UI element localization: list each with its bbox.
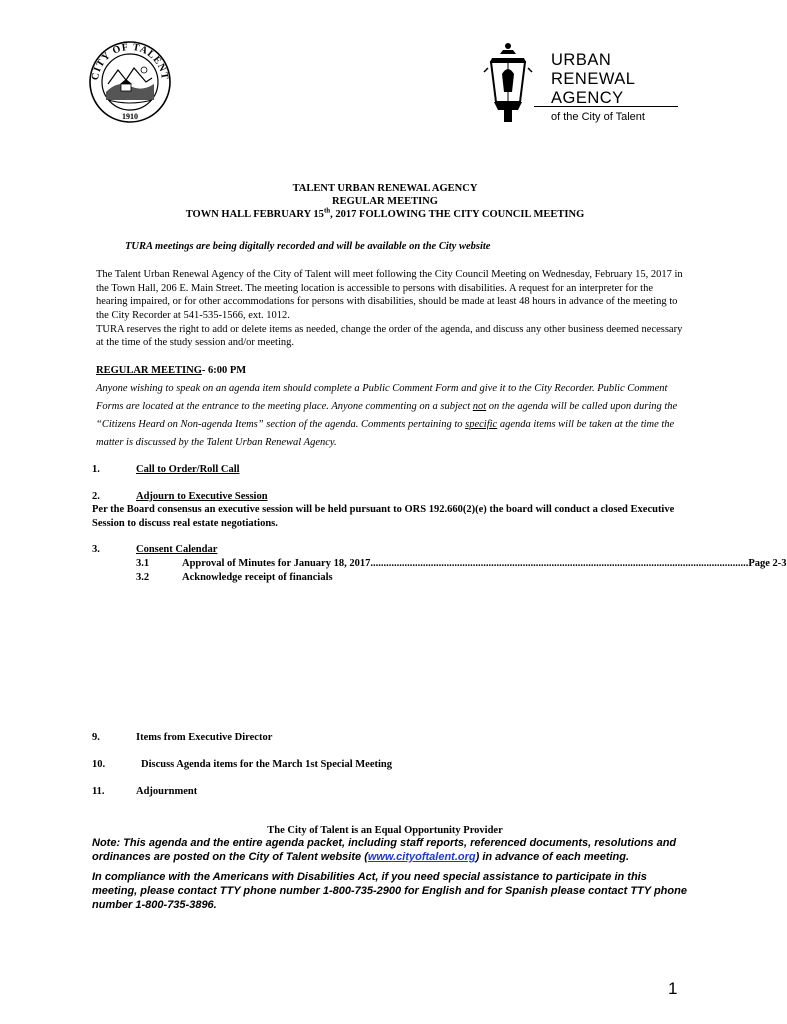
ada-compliance-note: In compliance with the Americans with Disabilities Act, if you need special assistance to participate in this meeting, please contact TTY phone number 1-800-735-2900 for English and for Spanish please contact TTY phone number 1-800-735-3896. [92, 871, 687, 911]
date-ordinal-suffix: th [323, 206, 331, 215]
agenda-item-9-title: Items from Executive Director [136, 732, 273, 743]
public-comment-note-specific: specific [465, 419, 498, 430]
agenda-item-10-title: Discuss Agenda items for the March 1st Special Meeting [141, 759, 393, 770]
website-note-part1: Note: This agenda and the entire agenda packet, including staff reports, referenced documents, resolutions and ordinances are posted on the City of Talent website ( [92, 837, 677, 863]
meeting-location-date [0, 208, 770, 222]
logo-subtitle: of the City of Talent [551, 111, 645, 123]
meeting-type: REGULAR MEETING [332, 196, 438, 207]
website-note [92, 836, 692, 864]
agenda-item-2-title: Adjourn to Executive Session [136, 491, 268, 502]
regular-meeting-heading [96, 364, 246, 378]
public-comment-note-part1: Anyone wishing to speak on an agenda item should complete a Public Comment Form and give it to the City Recorder. Public Comment Forms are located at the entrance to the meeting place. Anyone commenting on a subject [96, 383, 668, 412]
agenda-item-3-number: 3. [92, 544, 100, 555]
page-number: 1 [668, 979, 678, 998]
agenda-item-10-number: 10. [92, 759, 106, 770]
executive-session-note: Per the Board consensus an executive session will be held pursuant to ORS 192.660(2)(e) the board will conduct a closed Executive Session to discuss real estate negotiations. [92, 504, 675, 529]
intro-paragraph-1: The Talent Urban Renewal Agency of the City of Talent will meet following the City Council Meeting on Wednesday, February 15, 2017 in the Town Hall, 206 E. Main Street. The meeting location is accessible to persons with disabilities. A request for an interpreter for the hearing impaired, or for other accommodations for persons with disabilities, should be made at least 48 hours in advance of the meeting to the City Recorder at 541-535-1566, ext. 1012. [96, 269, 683, 321]
website-note-part2: ) in advance of each meeting. [475, 851, 630, 863]
agenda-item-3-1-page: Page 2-3 [748, 558, 787, 569]
seal-top-text: CITY OF TALENT [89, 41, 171, 82]
agenda-item-3-2-number: 3.2 [136, 572, 150, 583]
logo-line-renewal: RENEWAL [551, 70, 636, 88]
recording-notice: TURA meetings are being digitally recorded and will be available on the City website [125, 241, 491, 252]
logo-line-urban: URBAN [551, 51, 612, 69]
agenda-item-3-1-row [182, 557, 787, 571]
meeting-location-date-part2: , 2017 FOLLOWING THE CITY COUNCIL MEETING [330, 209, 585, 220]
regular-meeting-time: - 6:00 PM [201, 365, 247, 376]
leader-dots: ................................................................................................................................................ [370, 558, 749, 569]
agenda-item-11-number: 11. [92, 786, 105, 797]
agenda-item-11-title: Adjournment [136, 786, 198, 797]
logo-line-agency: AGENCY [551, 89, 624, 107]
equal-opportunity-statement: The City of Talent is an Equal Opportunity Provider [267, 825, 503, 836]
document-title: TALENT URBAN RENEWAL AGENCY [292, 183, 478, 194]
city-website-link[interactable]: www.cityoftalent.org [367, 851, 476, 863]
regular-meeting-label: REGULAR MEETING [96, 365, 202, 376]
agenda-item-9-number: 9. [92, 732, 100, 743]
agenda-item-3-1-number: 3.1 [136, 558, 150, 569]
street-lamp-icon [482, 42, 534, 124]
agenda-item-3-title: Consent Calendar [136, 544, 218, 555]
agenda-item-2-number: 2. [92, 491, 100, 502]
intro-text [96, 268, 684, 350]
intro-paragraph-2: TURA reserves the right to add or delete items as needed, change the order of the agenda, and discuss any other business deemed necessary at the time of the study session and/or meeting. [96, 323, 683, 349]
agenda-item-3-2-title: Acknowledge receipt of financials [182, 572, 333, 583]
city-seal-icon [88, 40, 172, 124]
public-comment-note-part2: on the agenda will be called upon during the “Citizens Heard on Non-agenda Items” section of the agenda. Comments pertaining to [96, 401, 678, 430]
logo-divider [534, 106, 678, 107]
svg-text:CITY OF TALENT [90, 42, 170, 81]
agenda-item-1-title: Call to Order/Roll Call [136, 464, 240, 475]
agenda-item-1-number: 1. [92, 464, 100, 475]
seal-year: 1910 [122, 112, 138, 121]
public-comment-note [96, 380, 686, 452]
meeting-location-date-part1: TOWN HALL FEBRUARY 15 [185, 209, 324, 220]
public-comment-note-part3: agenda items will be taken at the time the matter is discussed by the Talent Urban Renewal Agency. [96, 419, 675, 448]
public-comment-note-not: not [472, 401, 487, 412]
agenda-item-3-1-title: Approval of Minutes for January 18, 2017 [182, 558, 371, 569]
